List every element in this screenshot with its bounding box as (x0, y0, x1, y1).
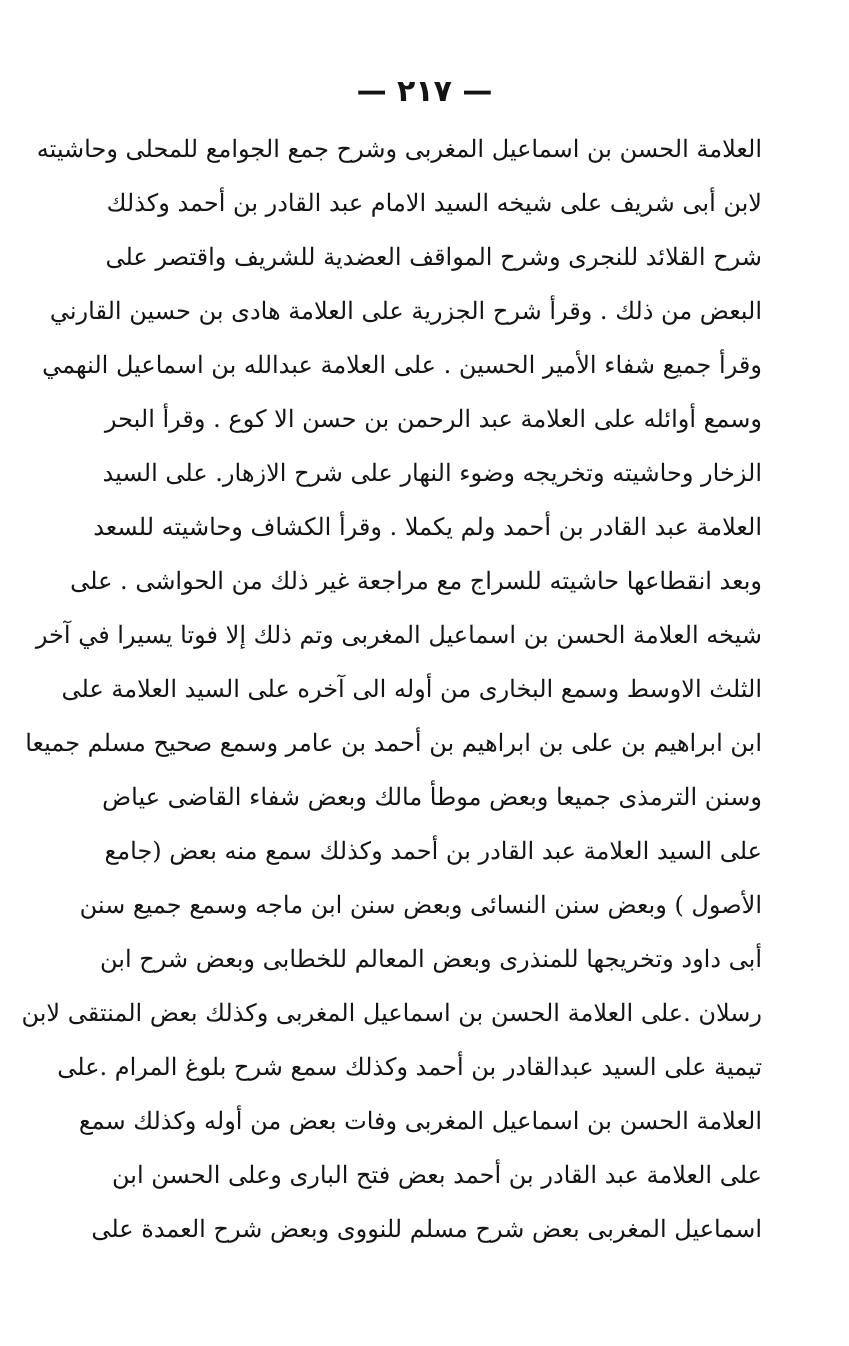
text-line: الزخار وحاشيته وتخريجه وضوء النهار على شرح الازهار. على السيد (102, 459, 762, 487)
text-line: الثلث الاوسط وسمع البخارى من أوله الى آخره على السيد العلامة على (61, 675, 762, 703)
text-line: وسمع أوائله على العلامة عبد الرحمن بن حسن الا كوع . وقرأ البحر (104, 405, 762, 433)
text-line: العلامة الحسن بن اسماعيل المغربى وشرح جمع الجوامع للمحلى وحاشيته (36, 135, 762, 163)
text-line: تيمية على السيد عبدالقادر بن أحمد وكذلك سمع شرح بلوغ المرام .على (57, 1053, 762, 1081)
text-line: اسماعيل المغربى بعض شرح مسلم للنووى وبعض شرح العمدة على (91, 1215, 762, 1243)
text-line: أبى داود وتخريجها للمنذرى وبعض المعالم للخطابى وبعض شرح ابن (100, 945, 762, 973)
text-line: وسنن الترمذى جميعا وبعض موطأ مالك وبعض شفاء القاضى عياض (102, 783, 762, 811)
text-line: على السيد العلامة عبد القادر بن أحمد وكذلك سمع منه بعض (جامع (104, 837, 762, 865)
text-line: لابن أبى شريف على شيخه السيد الامام عبد القادر بن أحمد وكذلك (106, 189, 762, 217)
text-line: على العلامة عبد القادر بن أحمد بعض فتح البارى وعلى الحسن ابن (112, 1161, 762, 1189)
text-line: وبعد انقطاعها حاشيته للسراج مع مراجعة غير ذلك من الحواشى . على (70, 567, 762, 595)
text-line: وقرأ جميع شفاء الأمير الحسين . على العلامة عبدالله بن اسماعيل النهمي (42, 351, 762, 379)
text-line: البعض من ذلك . وقرأ شرح الجزرية على العلامة هادى بن حسين القارني (49, 297, 762, 325)
text-line: العلامة الحسن بن اسماعيل المغربى وفات بعض من أوله وكذلك سمع (78, 1107, 762, 1135)
text-line: شيخه العلامة الحسن بن اسماعيل المغربى وتم ذلك إلا فوتا يسيرا في آخر (35, 621, 762, 649)
text-body (21, 122, 762, 1256)
text-line: شرح القلائد للنجرى وشرح المواقف العضدية للشريف واقتصر على (105, 243, 762, 271)
text-line: ابن ابراهيم بن على بن ابراهيم بن أحمد بن عامر وسمع صحيح مسلم جميعا (25, 729, 762, 757)
text-line: العلامة عبد القادر بن أحمد ولم يكملا . وقرأ الكشاف وحاشيته للسعد (93, 513, 762, 541)
page-number: — ٢١٧ — (356, 74, 493, 109)
text-line: الأصول ) وبعض سنن النسائى وبعض سنن ابن ماجه وسمع جميع سنن (79, 891, 762, 919)
text-line: رسلان .على العلامة الحسن بن اسماعيل المغربى وكذلك بعض المنتقى لابن (21, 999, 762, 1027)
